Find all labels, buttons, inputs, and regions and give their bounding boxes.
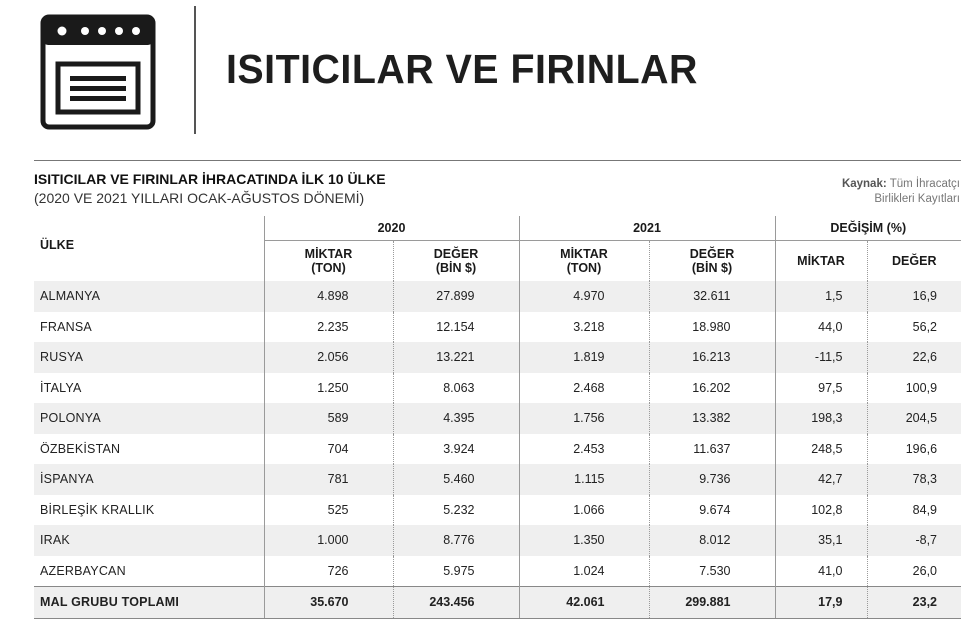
cell-country: ÖZBEKİSTAN [40, 441, 121, 456]
col-header-val-2021 [649, 241, 775, 282]
cell-qty-2021: 4.970 [519, 281, 649, 312]
col-header-val-2020 [393, 241, 519, 282]
cell-qty-2020: 1.250 [264, 373, 393, 404]
cell-qty-2021: 3.218 [519, 312, 649, 343]
cell-qty-2020: 704 [264, 434, 393, 465]
cell-val-2020: 5.232 [393, 495, 519, 526]
cell-chg-qty: 1,5 [775, 281, 867, 312]
col-header-chg-qty: MİKTAR [775, 241, 867, 282]
cell-chg-qty: -11,5 [775, 342, 867, 373]
cell-qty-2020: 2.235 [264, 312, 393, 343]
col-group-2020: 2020 [264, 216, 519, 241]
col-group-change: DEĞİŞİM (%) [775, 216, 961, 241]
cell-val-2020: 5.975 [393, 556, 519, 587]
section-divider [34, 160, 961, 161]
cell-chg-val: 100,9 [867, 373, 961, 404]
cell-val-2020: 27.899 [393, 281, 519, 312]
table-period: (2020 VE 2021 YILLARI OCAK-AĞUSTOS DÖNEMİ) [34, 190, 365, 206]
cell-val-2021: 8.012 [649, 525, 775, 556]
cell-chg-val: 78,3 [867, 464, 961, 495]
cell-chg-qty: 248,5 [775, 434, 867, 465]
cell-val-2021: 16.202 [649, 373, 775, 404]
cell-qty-2021: 1.756 [519, 403, 649, 434]
export-table [34, 216, 961, 619]
cell-qty-2020: 1.000 [264, 525, 393, 556]
cell-qty-2020: 525 [264, 495, 393, 526]
table-body [34, 281, 961, 618]
cell-qty-2021: 2.453 [519, 434, 649, 465]
cell-chg-val: 22,6 [867, 342, 961, 373]
cell-chg-val: 196,6 [867, 434, 961, 465]
cell-val-2020: 8.063 [393, 373, 519, 404]
page-title: ISITICILAR VE FIRINLAR [226, 46, 698, 92]
cell-val-2021: 16.213 [649, 342, 775, 373]
header [0, 0, 964, 140]
col-header-val-2020-l1: DEĞER [433, 247, 479, 261]
cell-qty-2020: 781 [264, 464, 393, 495]
cell-val-2021: 7.530 [649, 556, 775, 587]
cell-chg-val: 23,2 [867, 587, 961, 619]
cell-qty-2020: 2.056 [264, 342, 393, 373]
table-row [34, 495, 961, 526]
cell-chg-val: 26,0 [867, 556, 961, 587]
cell-country: BİRLEŞİK KRALLIK [40, 502, 155, 517]
cell-country: IRAK [34, 525, 264, 556]
table-row [34, 525, 961, 556]
cell-qty-2021: 1.115 [519, 464, 649, 495]
cell-chg-qty: 41,0 [775, 556, 867, 587]
cell-val-2021: 13.382 [649, 403, 775, 434]
cell-country: AZERBAYCAN [40, 563, 126, 578]
cell-chg-val: 56,2 [867, 312, 961, 343]
cell-qty-2020: 726 [264, 556, 393, 587]
table-row [34, 342, 961, 373]
cell-val-2021: 299.881 [649, 587, 775, 619]
cell-val-2021: 32.611 [649, 281, 775, 312]
cell-chg-qty: 102,8 [775, 495, 867, 526]
col-header-chg-val: DEĞER [867, 241, 961, 282]
cell-qty-2020: 589 [264, 403, 393, 434]
source-label: Kaynak: [841, 178, 887, 190]
cell-country: FRANSA [40, 319, 92, 334]
cell-chg-qty: 198,3 [775, 403, 867, 434]
cell-qty-2021: 1.819 [519, 342, 649, 373]
header-divider [194, 6, 196, 134]
cell-qty-2021: 2.468 [519, 373, 649, 404]
cell-qty-2020: 35.670 [264, 587, 393, 619]
cell-qty-2021: 42.061 [519, 587, 649, 619]
col-header-val-2021-l1: DEĞER [689, 247, 735, 261]
source-line2: Birlikleri Kayıtları [874, 193, 960, 205]
cell-val-2020: 3.924 [393, 434, 519, 465]
cell-chg-val: -8,7 [867, 525, 961, 556]
cell-country: ALMANYA [34, 281, 264, 312]
cell-country: İSPANYA [34, 464, 264, 495]
cell-chg-qty: 42,7 [775, 464, 867, 495]
cell-val-2020: 12.154 [393, 312, 519, 343]
table-row [34, 403, 961, 434]
table-title: ISITICILAR VE FIRINLAR İHRACATINDA İLK 10 ÜLKE [34, 171, 386, 187]
table-row [34, 464, 961, 495]
cell-chg-qty: 35,1 [775, 525, 867, 556]
cell-chg-qty: 17,9 [775, 587, 867, 619]
cell-chg-qty: 97,5 [775, 373, 867, 404]
col-header-qty-2020 [264, 241, 393, 282]
source-note [842, 177, 960, 207]
cell-val-2021: 9.736 [649, 464, 775, 495]
col-group-2021: 2021 [519, 216, 775, 241]
cell-val-2020: 8.776 [393, 525, 519, 556]
table-row [34, 434, 961, 465]
col-header-country: ÜLKE [40, 238, 75, 252]
col-header-qty-2020-l2: (TON) [311, 261, 346, 275]
col-header-qty-2021-l2: (TON) [566, 261, 602, 275]
cell-val-2020: 4.395 [393, 403, 519, 434]
col-header-qty-2021 [519, 241, 649, 282]
cell-val-2021: 18.980 [649, 312, 775, 343]
cell-chg-qty: 44,0 [775, 312, 867, 343]
cell-val-2021: 11.637 [649, 434, 775, 465]
oven-icon [40, 14, 156, 130]
col-header-val-2020-l2: (BİN $) [435, 261, 477, 275]
header-group-row [34, 216, 961, 241]
table-row [34, 281, 961, 312]
table-row [34, 373, 961, 404]
table-row [34, 556, 961, 587]
cell-val-2020: 13.221 [393, 342, 519, 373]
cell-chg-val: 16,9 [867, 281, 961, 312]
cell-qty-2021: 1.066 [519, 495, 649, 526]
cell-country: İTALYA [40, 380, 82, 395]
source-line1: Tüm İhracatçı [889, 178, 960, 190]
cell-country: POLONYA [34, 403, 264, 434]
table-total-row [34, 587, 961, 619]
cell-chg-val: 84,9 [867, 495, 961, 526]
cell-chg-val: 204,5 [867, 403, 961, 434]
cell-val-2020: 5.460 [393, 464, 519, 495]
cell-qty-2021: 1.350 [519, 525, 649, 556]
cell-val-2020: 243.456 [393, 587, 519, 619]
cell-country: RUSYA [34, 342, 264, 373]
cell-qty-2020: 4.898 [264, 281, 393, 312]
col-header-qty-2021-l1: MİKTAR [560, 247, 608, 261]
cell-qty-2021: 1.024 [519, 556, 649, 587]
col-header-qty-2020-l1: MİKTAR [304, 247, 353, 261]
col-header-val-2021-l2: (BİN $) [691, 261, 733, 275]
cell-country: MAL GRUBU TOPLAMI [34, 587, 264, 619]
table-row [34, 312, 961, 343]
cell-val-2021: 9.674 [649, 495, 775, 526]
